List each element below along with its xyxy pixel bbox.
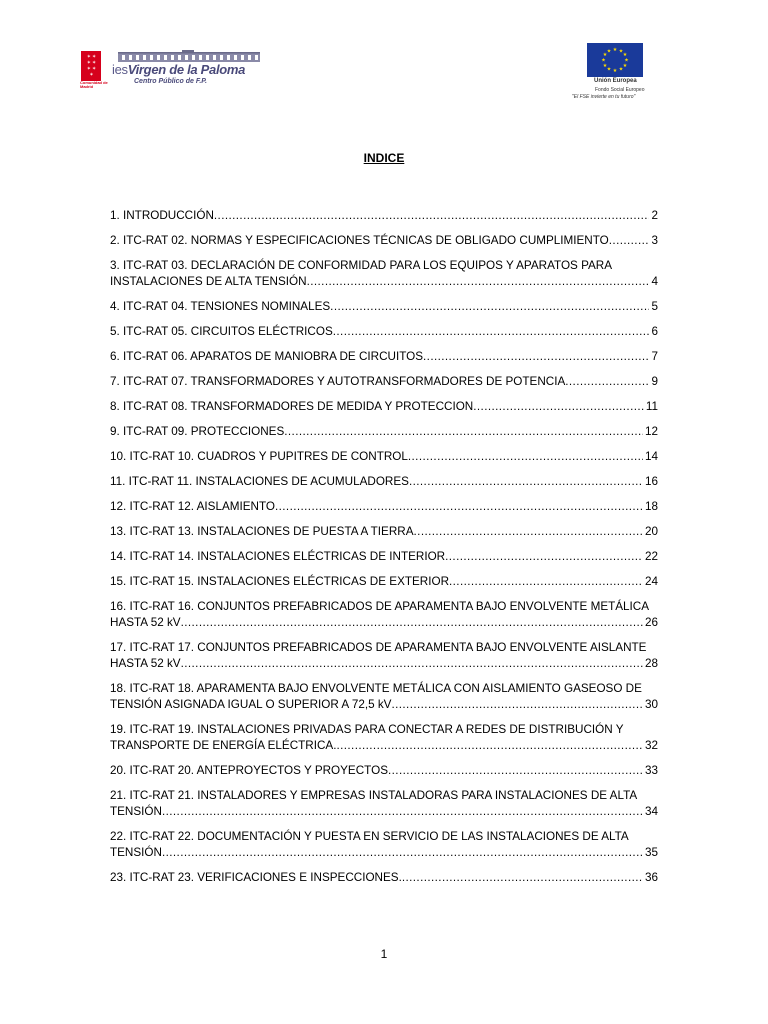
toc-entry[interactable] bbox=[110, 722, 658, 754]
eu-logo bbox=[570, 43, 650, 103]
toc-leader-dots bbox=[181, 656, 643, 672]
toc-entry-title: 20. ITC-RAT 20. ANTEPROYECTOS Y PROYECTOS bbox=[110, 764, 388, 777]
toc-entry-title: HASTA 52 kV bbox=[110, 657, 181, 670]
toc-entry-title: 14. ITC-RAT 14. INSTALACIONES ELÉCTRICAS DE INTERIOR bbox=[110, 550, 446, 563]
toc-leader-dots bbox=[391, 697, 643, 713]
toc-line bbox=[110, 208, 658, 224]
toc-line bbox=[110, 299, 658, 315]
toc-page-number: 24 bbox=[644, 575, 658, 588]
eu-name: Unión Europea bbox=[594, 78, 637, 84]
toc-page-number: 12 bbox=[644, 425, 658, 438]
toc-entry-title: 7. ITC-RAT 07. TRANSFORMADORES Y AUTOTRANSFORMADORES DE POTENCIA bbox=[110, 375, 566, 388]
page-title: INDICE bbox=[363, 151, 405, 165]
toc-entry[interactable] bbox=[110, 374, 658, 390]
toc-entry[interactable] bbox=[110, 233, 658, 249]
toc-line bbox=[110, 574, 658, 590]
toc-page-number: 11 bbox=[645, 400, 658, 413]
toc-line bbox=[110, 274, 658, 290]
svg-text:★: ★ bbox=[622, 63, 628, 69]
toc-leader-dots bbox=[565, 374, 649, 390]
eu-fund: Fondo Social Europeo bbox=[595, 87, 645, 93]
toc-entry-title: 15. ITC-RAT 15. INSTALACIONES ELÉCTRICAS DE EXTERIOR bbox=[110, 575, 450, 588]
toc-line bbox=[110, 804, 658, 820]
toc-page-number: 18 bbox=[644, 500, 658, 513]
svg-text:★: ★ bbox=[612, 47, 618, 53]
svg-text:★: ★ bbox=[622, 52, 628, 58]
toc-page-number: 35 bbox=[644, 846, 658, 859]
toc-page-number: 4 bbox=[651, 275, 658, 288]
toc-leader-dots bbox=[402, 870, 643, 886]
toc-line bbox=[110, 599, 658, 615]
toc-line bbox=[110, 697, 658, 713]
comunidad-madrid-logo bbox=[80, 51, 110, 89]
svg-text:★: ★ bbox=[602, 63, 608, 69]
toc-leader-dots bbox=[330, 299, 649, 315]
toc-entry[interactable] bbox=[110, 640, 658, 672]
toc-page-number: 20 bbox=[644, 525, 658, 538]
toc-entry[interactable] bbox=[110, 763, 658, 779]
toc-entry[interactable] bbox=[110, 349, 658, 365]
toc-entry-title: 17. ITC-RAT 17. CONJUNTOS PREFABRICADOS DE APARAMENTA BAJO ENVOLVENTE AISLANTE bbox=[110, 641, 647, 654]
toc-page-number: 26 bbox=[644, 616, 658, 629]
toc-line bbox=[110, 349, 658, 365]
toc-leader-dots bbox=[609, 233, 650, 249]
toc-entry-title: 12. ITC-RAT 12. AISLAMIENTO bbox=[110, 500, 275, 513]
toc-leader-dots bbox=[445, 549, 643, 565]
toc-page-number: 34 bbox=[644, 805, 658, 818]
toc-page-number: 9 bbox=[651, 375, 658, 388]
table-of-contents bbox=[110, 208, 658, 895]
toc-entry[interactable] bbox=[110, 599, 658, 631]
toc-leader-dots bbox=[423, 349, 649, 365]
toc-entry-title: 21. ITC-RAT 21. INSTALADORES Y EMPRESAS INSTALADORAS PARA INSTALACIONES DE ALTA bbox=[110, 789, 638, 802]
toc-entry-title: TENSIÓN ASIGNADA IGUAL O SUPERIOR A 72,5 kV bbox=[110, 698, 392, 711]
toc-line bbox=[110, 829, 658, 845]
toc-entry-title: INSTALACIONES DE ALTA TENSIÓN bbox=[110, 275, 307, 288]
toc-entry-title: 3. ITC-RAT 03. DECLARACIÓN DE CONFORMIDAD PARA LOS EQUIPOS Y APARATOS PARA bbox=[110, 259, 613, 272]
toc-entry-title: 4. ITC-RAT 04. TENSIONES NOMINALES bbox=[110, 300, 331, 313]
toc-leader-dots bbox=[307, 274, 650, 290]
svg-text:★: ★ bbox=[618, 66, 624, 73]
toc-entry[interactable] bbox=[110, 574, 658, 590]
toc-line bbox=[110, 845, 658, 861]
toc-page-number: 3 bbox=[651, 234, 658, 247]
toc-leader-dots bbox=[162, 804, 643, 820]
toc-leader-dots bbox=[162, 845, 643, 861]
toc-page-number: 36 bbox=[644, 871, 658, 884]
svg-text:★: ★ bbox=[612, 68, 618, 74]
toc-entry-title: 13. ITC-RAT 13. INSTALACIONES DE PUESTA A TIERRA bbox=[110, 525, 414, 538]
toc-line bbox=[110, 524, 658, 540]
toc-entry[interactable] bbox=[110, 208, 658, 224]
school-logo bbox=[80, 47, 260, 91]
toc-line bbox=[110, 763, 658, 779]
toc-entry[interactable] bbox=[110, 399, 658, 415]
toc-entry[interactable] bbox=[110, 829, 658, 861]
toc-page-number: 22 bbox=[644, 550, 658, 563]
toc-line bbox=[110, 374, 658, 390]
toc-entry[interactable] bbox=[110, 299, 658, 315]
madrid-flag-icon: ✶✶ ✶✶ ✶✶ ✶ bbox=[81, 51, 101, 81]
toc-entry-title: 1. INTRODUCCIÓN bbox=[110, 209, 214, 222]
toc-leader-dots bbox=[388, 763, 643, 779]
toc-leader-dots bbox=[181, 615, 643, 631]
svg-text:★: ★ bbox=[601, 57, 606, 64]
toc-entry-title: 19. ITC-RAT 19. INSTALACIONES PRIVADAS PARA CONECTAR A REDES DE DISTRIBUCIÓN Y bbox=[110, 723, 624, 736]
toc-leader-dots bbox=[409, 474, 643, 490]
toc-line bbox=[110, 449, 658, 465]
toc-line bbox=[110, 399, 658, 415]
toc-entry-title: 11. ITC-RAT 11. INSTALACIONES DE ACUMULADORES bbox=[110, 475, 409, 488]
toc-line bbox=[110, 549, 658, 565]
toc-entry-title: 5. ITC-RAT 05. CIRCUITOS ELÉCTRICOS bbox=[110, 325, 333, 338]
page-number: 1 bbox=[380, 947, 388, 961]
toc-page-number: 28 bbox=[644, 657, 658, 670]
eu-flag-icon bbox=[587, 43, 643, 77]
toc-line bbox=[110, 870, 658, 886]
svg-text:★: ★ bbox=[602, 52, 608, 58]
toc-leader-dots bbox=[473, 399, 644, 415]
region-text: Comunidad de Madrid bbox=[80, 80, 108, 89]
toc-page-number: 30 bbox=[644, 698, 658, 711]
svg-text:★: ★ bbox=[618, 48, 624, 55]
toc-entry-title: 23. ITC-RAT 23. VERIFICACIONES E INSPECCIONES. bbox=[110, 871, 402, 884]
toc-entry[interactable] bbox=[110, 324, 658, 340]
toc-leader-dots bbox=[408, 449, 643, 465]
toc-entry[interactable] bbox=[110, 258, 658, 290]
toc-page-number: 5 bbox=[651, 300, 658, 313]
toc-entry[interactable] bbox=[110, 474, 658, 490]
toc-entry[interactable] bbox=[110, 524, 658, 540]
building-icon bbox=[118, 50, 260, 62]
toc-line bbox=[110, 233, 658, 249]
toc-page-number: 2 bbox=[651, 209, 658, 222]
toc-entry-title: 10. ITC-RAT 10. CUADROS Y PUPITRES DE CONTROL bbox=[110, 450, 408, 463]
toc-leader-dots bbox=[414, 524, 643, 540]
toc-page-number: 32 bbox=[644, 739, 658, 752]
toc-entry[interactable] bbox=[110, 424, 658, 440]
toc-entry[interactable] bbox=[110, 449, 658, 465]
toc-entry-title: 9. ITC-RAT 09. PROTECCIONES bbox=[110, 425, 285, 438]
toc-entry-title: HASTA 52 kV bbox=[110, 616, 181, 629]
eu-slogan: "El FSE invierte en tu futuro" bbox=[572, 94, 636, 100]
svg-text:★: ★ bbox=[606, 48, 612, 55]
toc-entry-title: 16. ITC-RAT 16. CONJUNTOS PREFABRICADOS DE APARAMENTA BAJO ENVOLVENTE METÁLICA bbox=[110, 600, 650, 613]
toc-entry-title: 22. ITC-RAT 22. DOCUMENTACIÓN Y PUESTA EN SERVICIO DE LAS INSTALACIONES DE ALTA bbox=[110, 830, 629, 843]
toc-line bbox=[110, 258, 658, 274]
toc-page-number: 7 bbox=[651, 350, 658, 363]
toc-entry-title: TRANSPORTE DE ENERGÍA ELÉCTRICA. bbox=[110, 739, 337, 752]
toc-leader-dots bbox=[214, 208, 650, 224]
school-subtitle: Centro Público de F.P. bbox=[134, 78, 207, 85]
toc-line bbox=[110, 324, 658, 340]
toc-entry-title: 8. ITC-RAT 08. TRANSFORMADORES DE MEDIDA Y PROTECCION bbox=[110, 400, 474, 413]
svg-text:★: ★ bbox=[606, 66, 612, 73]
toc-entry[interactable] bbox=[110, 549, 658, 565]
toc-entry[interactable] bbox=[110, 681, 658, 713]
toc-entry-title: 6. ITC-RAT 06. APARATOS DE MANIOBRA DE CIRCUITOS bbox=[110, 350, 424, 363]
toc-entry[interactable] bbox=[110, 499, 658, 515]
toc-entry-title: 18. ITC-RAT 18. APARAMENTA BAJO ENVOLVENTE METÁLICA CON AISLAMIENTO GASEOSO DE bbox=[110, 682, 642, 695]
toc-page-number: 6 bbox=[651, 325, 658, 338]
toc-line bbox=[110, 499, 658, 515]
toc-page-number: 16 bbox=[644, 475, 658, 488]
toc-entry-title: TENSIÓN bbox=[110, 805, 162, 818]
toc-entry[interactable] bbox=[110, 788, 658, 820]
toc-line bbox=[110, 424, 658, 440]
toc-leader-dots bbox=[333, 324, 650, 340]
toc-line bbox=[110, 738, 658, 754]
toc-page-number: 33 bbox=[644, 764, 658, 777]
toc-line bbox=[110, 474, 658, 490]
toc-line bbox=[110, 681, 658, 697]
toc-line bbox=[110, 640, 658, 656]
toc-line bbox=[110, 656, 658, 672]
toc-entry-title: TENSIÓN bbox=[110, 846, 162, 859]
toc-line bbox=[110, 788, 658, 804]
toc-line bbox=[110, 615, 658, 631]
svg-text:★: ★ bbox=[624, 57, 629, 64]
toc-line bbox=[110, 722, 658, 738]
toc-leader-dots bbox=[449, 574, 643, 590]
toc-leader-dots bbox=[336, 738, 643, 754]
toc-entry[interactable] bbox=[110, 870, 658, 886]
toc-leader-dots bbox=[284, 424, 643, 440]
toc-leader-dots bbox=[275, 499, 643, 515]
school-name: iesVirgen de la Paloma bbox=[112, 62, 246, 77]
toc-entry-title: 2. ITC-RAT 02. NORMAS Y ESPECIFICACIONES TÉCNICAS DE OBLIGADO CUMPLIMIENTO bbox=[110, 234, 609, 247]
toc-page-number: 14 bbox=[644, 450, 658, 463]
